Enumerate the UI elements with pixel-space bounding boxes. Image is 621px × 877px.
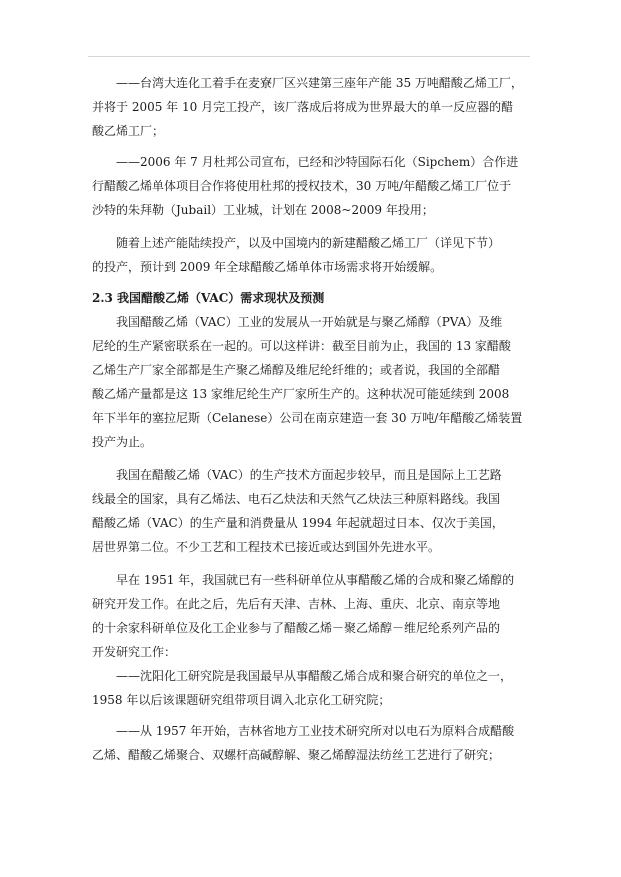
text-line: 沙特的朱拜勒（Jubail）工业城，计划在 2008~2009 年投用； [92, 203, 434, 217]
paragraph-dupont [92, 150, 532, 222]
text-line: 尼纶的生产紧密联系在一起的。可以这样讲：截至目前为止，我国的 13 家醋酸 [92, 339, 511, 353]
text-line: 研究开发工作。在此之后，先后有天津、吉林、上海、重庆、北京、南京等地 [92, 597, 501, 611]
text-line: 酸乙烯产量都是这 13 家维尼纶生产厂家所生产的。这种状况可能延续到 2008 [92, 387, 510, 401]
text-line: 年下半年的塞拉尼斯（Celanese）公司在南京建造一套 30 万吨/年醋酸乙烯装置 [92, 411, 523, 425]
text-line: 的十余家科研单位及化工企业参与了醋酸乙烯－聚乙烯醇－维尼纶系列产品的 [92, 621, 501, 635]
text-line: 并将于 2005 年 10 月完工投产，该厂落成后将成为世界最大的单一反应器的醋 [92, 100, 514, 114]
text-line: 酸乙烯工厂； [92, 124, 165, 138]
text-line: 乙烯生产厂家全部都是生产聚乙烯醇及维尼纶纤维的；或者说，我国的全部醋 [92, 363, 501, 377]
paragraph-shenyang [92, 664, 532, 712]
text-line: 行醋酸乙烯单体项目合作将使用杜邦的授权技术，30 万吨/年醋酸乙烯工厂位于 [92, 179, 512, 193]
document-body [92, 71, 532, 767]
paragraph-vac-technology [92, 463, 532, 559]
text-line: 乙烯、醋酸乙烯聚合、双螺杆高碱醇解、聚乙烯醇湿法纺丝工艺进行了研究； [92, 748, 501, 762]
text-line: ——沈阳化工研究院是我国最早从事醋酸乙烯合成和聚合研究的单位之一， [116, 669, 513, 683]
text-line: 开发研究工作： [92, 645, 177, 659]
section-heading: 2.3 我国醋酸乙烯（VAC）需求现状及预测 [92, 291, 325, 305]
paragraph-formosa [92, 71, 532, 143]
text-line: 线最全的国家，具有乙烯法、电石乙炔法和天然气乙炔法三种原料路线。我国 [92, 492, 501, 506]
paragraph-jilin [92, 719, 532, 767]
text-line: 投产为止。 [92, 435, 153, 449]
text-line: ——台湾大连化工着手在麦寮厂区兴建第三座年产能 35 万吨醋酸乙烯工厂， [116, 76, 523, 90]
text-line: 我国在醋酸乙烯（VAC）的生产技术方面起步较早，而且是国际上工艺路 [116, 468, 502, 482]
text-line: 早在 1951 年，我国就已有一些科研单位从事醋酸乙烯的合成和聚乙烯醇的 [116, 573, 515, 587]
paragraph-research-history [92, 568, 532, 664]
text-line: 我国醋酸乙烯（VAC）工业的发展从一开始就是与聚乙烯醇（PVA）及维 [116, 315, 503, 329]
text-line: ——2006 年 7 月杜邦公司宣布，已经和沙特国际石化（Sipchem）合作进 [116, 155, 519, 169]
paragraph-vac-industry [92, 310, 532, 454]
text-line: 1958 年以后该课题研究组带项目调入北京化工研究院； [92, 693, 391, 707]
text-line: 居世界第二位。不少工艺和工程技术已接近或达到国外先进水平。 [92, 540, 441, 554]
header-rule [88, 56, 530, 57]
text-line: 醋酸乙烯（VAC）的生产量和消费量从 1994 年起就超过日本、仅次于美国， [92, 516, 504, 530]
text-line: 的投产，预计到 2009 年全球醋酸乙烯单体市场需求将开始缓解。 [92, 260, 443, 274]
text-line: 随着上述产能陆续投产，以及中国境内的新建醋酸乙烯工厂（详见下节） [116, 236, 501, 250]
paragraph-market-outlook [92, 231, 532, 279]
text-line: ——从 1957 年开始，吉林省地方工业技术研究所对以电石为原料合成醋酸 [116, 724, 515, 738]
